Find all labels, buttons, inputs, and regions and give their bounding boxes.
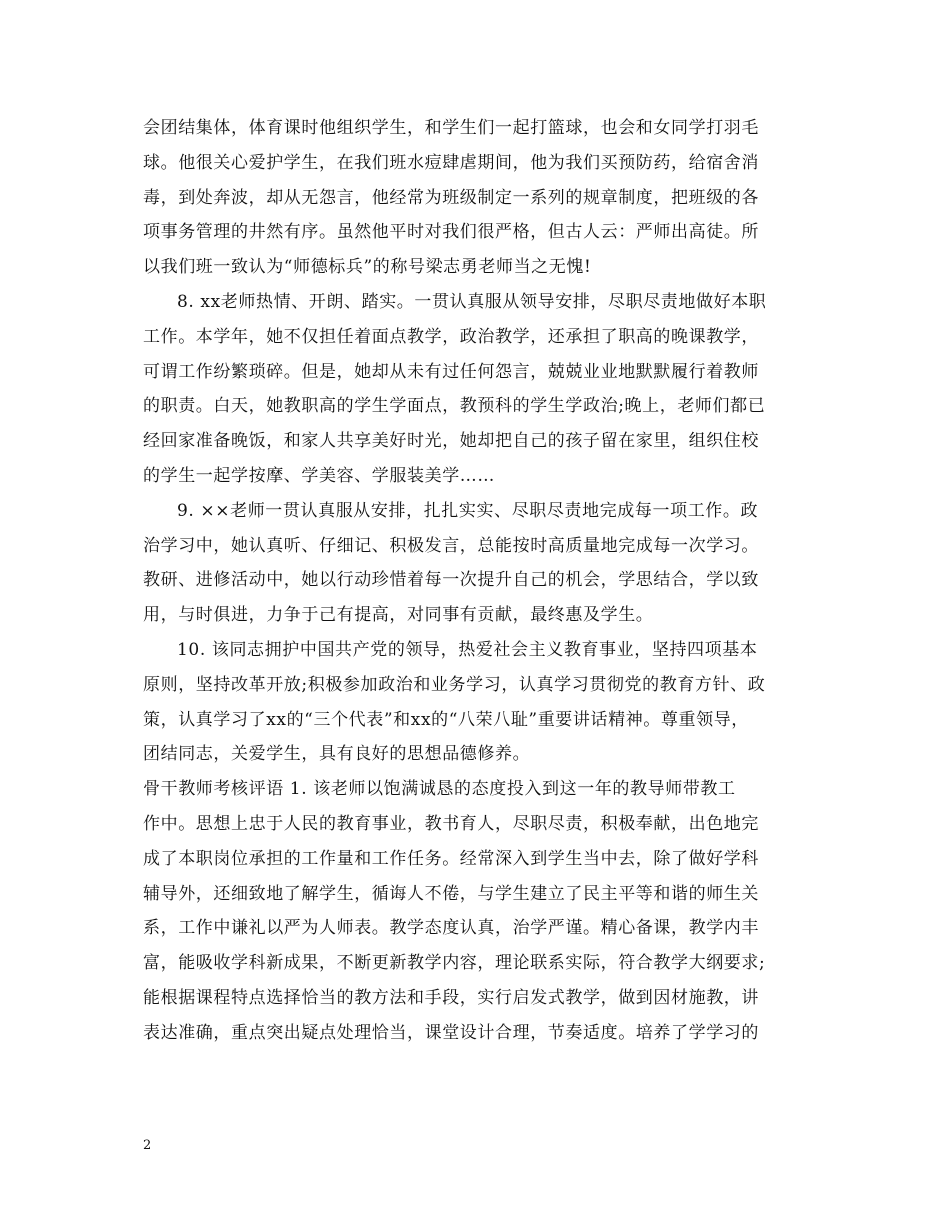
text-line: 成了本职岗位承担的工作量和工作任务。经常深入到学生当中去，除了做好学科 <box>143 848 759 869</box>
page-number: 2 <box>143 1138 152 1153</box>
text-line: 团结同志，关爱学生，具有良好的思想品德修养。 <box>143 744 531 765</box>
text-line: 经回家准备晚饭，和家人共享美好时光，她却把自己的孩子留在家里，组织住校 <box>143 431 759 452</box>
text-line: 毒，到处奔波，却从无怨言，他经常为班级制定一系列的规章制度，把班级的各 <box>143 187 759 208</box>
text-line: 的学生一起学按摩、学美容、学服装美学…… <box>143 465 495 486</box>
text-line: 10. 该同志拥护中国共产党的领导，热爱社会主义教育事业，坚持四项基本 <box>177 639 758 660</box>
text-line: 工作。本学年，她不仅担任着面点教学，政治教学，还承担了职高的晚课教学， <box>143 326 759 347</box>
text-line: 项事务管理的井然有序。虽然他平时对我们很严格，但古人云：严师出高徒。所 <box>143 222 759 243</box>
text-line: 的职责。白天，她教职高的学生学面点，教预科的学生学政治;晚上，老师们都已 <box>143 396 766 417</box>
text-line: 辅导外，还细致地了解学生，循诲人不倦，与学生建立了民主平等和谐的师生关 <box>143 883 759 904</box>
text-line: 可谓工作纷繁琐碎。但是，她却从未有过任何怨言，兢兢业业地默默履行着教师 <box>143 361 759 382</box>
text-line: 骨干教师考核评语 1. 该老师以饱满诚恳的态度投入到这一年的教导师带教工 <box>143 779 736 800</box>
text-line: 系，工作中谦礼以严为人师表。教学态度认真，治学严谨。精心备课，教学内丰 <box>143 918 759 939</box>
text-line: 作中。思想上忠于人民的教育事业，教书育人，尽职尽责，积极奉献，出色地完 <box>143 813 759 834</box>
text-line: 教研、进修活动中，她以行动珍惜着每一次提升自己的机会，学思结合，学以致 <box>143 570 759 591</box>
text-line: 用，与时俱进，力争于己有提高，对同事有贡献，最终惠及学生。 <box>143 605 654 626</box>
text-line: 策，认真学习了xx的“三个代表”和xx的“八荣八耻”重要讲话精神。尊重领导， <box>143 709 749 730</box>
text-line: 以我们班一致认为“师德标兵”的称号梁志勇老师当之无愧! <box>143 257 592 278</box>
document-body <box>143 111 813 1051</box>
text-line: 表达准确，重点突出疑点处理恰当，课堂设计合理，节奏适度。培养了学学习的 <box>143 1022 759 1043</box>
text-line: 治学习中，她认真听、仔细记、积极发言，总能按时高质量地完成每一次学习。 <box>143 535 759 556</box>
text-line: 9. ××老师一贯认真服从安排，扎扎实实、尽职尽责地完成每一项工作。政 <box>177 500 759 521</box>
text-line: 原则，坚持改革开放;积极参加政治和业务学习，认真学习贯彻党的教育方针、政 <box>143 674 766 695</box>
text-line: 8. xx老师热情、开朗、踏实。一贯认真服从领导安排，尽职尽责地做好本职 <box>177 291 767 312</box>
text-line: 能根据课程特点选择恰当的教方法和手段，实行启发式教学，做到因材施教，讲 <box>143 987 759 1008</box>
text-line: 会团结集体，体育课时他组织学生，和学生们一起打篮球，也会和女同学打羽毛 <box>143 118 759 138</box>
text-line: 富，能吸收学科新成果，不断更新教学内容，理论联系实际，符合教学大纲要求; <box>143 953 766 974</box>
text-line: 球。他很关心爱护学生，在我们班水痘肆虐期间，他为我们买预防药，给宿舍消 <box>143 152 759 173</box>
